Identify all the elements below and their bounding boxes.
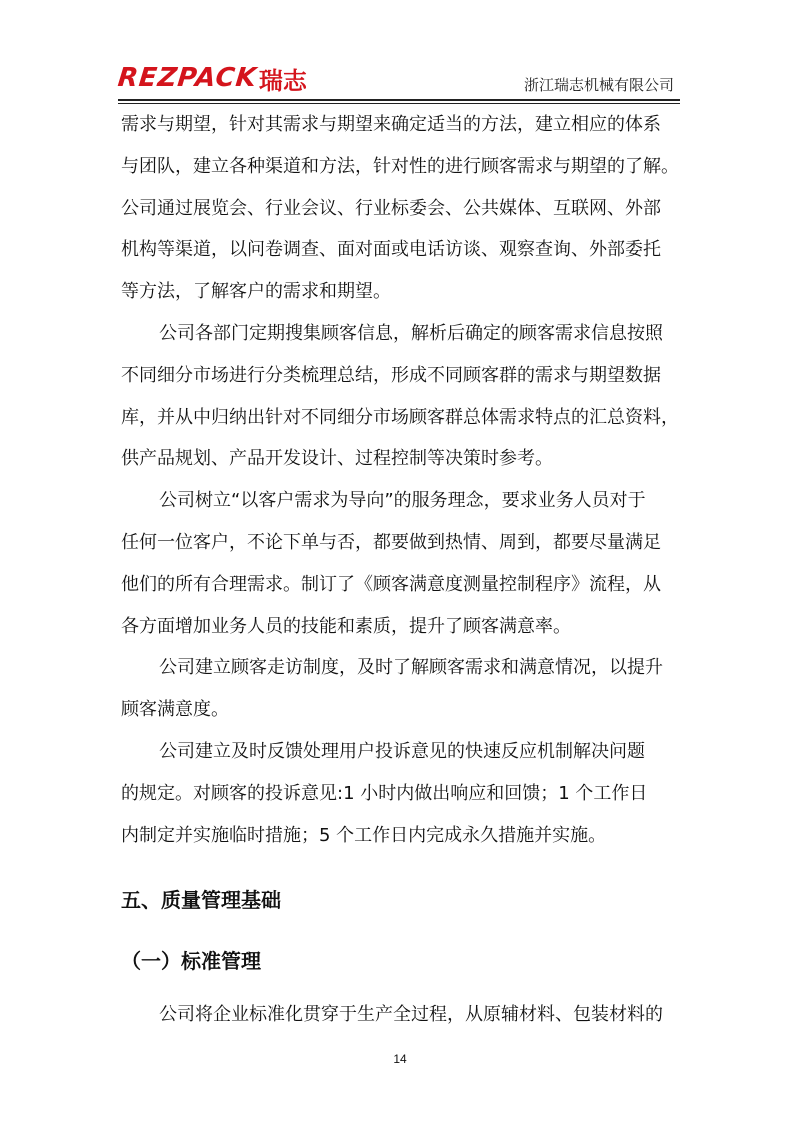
company-logo: [118, 62, 307, 94]
text-line: 公司树立“以客户需求为导向”的服务理念，要求业务人员对于: [159, 490, 646, 512]
paragraph-4: [121, 647, 683, 731]
paragraph-5: [121, 731, 683, 856]
section-heading: 五、质量管理基础: [121, 888, 281, 912]
paragraph-1: [121, 104, 683, 313]
text-line: 的规定。对顾客的投诉意见:1 小时内做出响应和回馈；1 个工作日: [121, 782, 648, 804]
text-line: 公司各部门定期搜集顾客信息，解析后确定的顾客需求信息按照: [159, 322, 663, 344]
text-line: 公司通过展览会、行业会议、行业标委会、公共媒体、互联网、外部: [121, 197, 661, 219]
text-line: 公司建立顾客走访制度，及时了解顾客需求和满意情况，以提升: [159, 657, 663, 679]
paragraph-2: [121, 313, 683, 480]
text-line: 内制定并实施临时措施；5 个工作日内完成永久措施并实施。: [121, 824, 607, 846]
text-line: 顾客满意度。: [121, 699, 229, 721]
header-rule: [118, 99, 680, 101]
text-line: 公司建立及时反馈处理用户投诉意见的快速反应机制解决问题: [159, 740, 645, 762]
text-line: 等方法，了解客户的需求和期望。: [121, 281, 391, 303]
page-header: [118, 62, 680, 102]
body-text: [121, 104, 683, 856]
paragraph-3: [121, 480, 683, 647]
logo-wordmark: REZPACK: [116, 63, 259, 93]
text-line: 不同细分市场进行分类梳理总结，形成不同顾客群的需求与期望数据: [121, 364, 661, 386]
text-line: 库，并从中归纳出针对不同细分市场顾客群总体需求特点的汇总资料，: [121, 406, 679, 428]
logo-chinese: 瑞志: [258, 66, 307, 95]
company-name: 浙江瑞志机械有限公司: [523, 76, 674, 94]
text-line: 他们的所有合理需求。制订了《顾客满意度测量控制程序》流程，从: [121, 573, 661, 595]
page-number: 14: [393, 1052, 407, 1066]
text-line: 机构等渠道，以问卷调查、面对面或电话访谈、观察查询、外部委托: [121, 239, 661, 261]
subsection-heading: （一）标准管理: [121, 949, 261, 973]
text-line: 供产品规划、产品开发设计、过程控制等决策时参考。: [121, 448, 553, 470]
paragraph-6-first-line: 公司将企业标准化贯穿于生产全过程，从原辅材料、包装材料的: [159, 1004, 663, 1025]
text-line: 各方面增加业务人员的技能和素质，提升了顾客满意率。: [121, 615, 571, 637]
text-line: 需求与期望，针对其需求与期望来确定适当的方法，建立相应的体系: [121, 114, 661, 135]
text-line: 与团队，建立各种渠道和方法，针对性的进行顾客需求与期望的了解。: [121, 155, 679, 177]
text-line: 任何一位客户，不论下单与否，都要做到热情、周到，都要尽量满足: [121, 531, 661, 553]
